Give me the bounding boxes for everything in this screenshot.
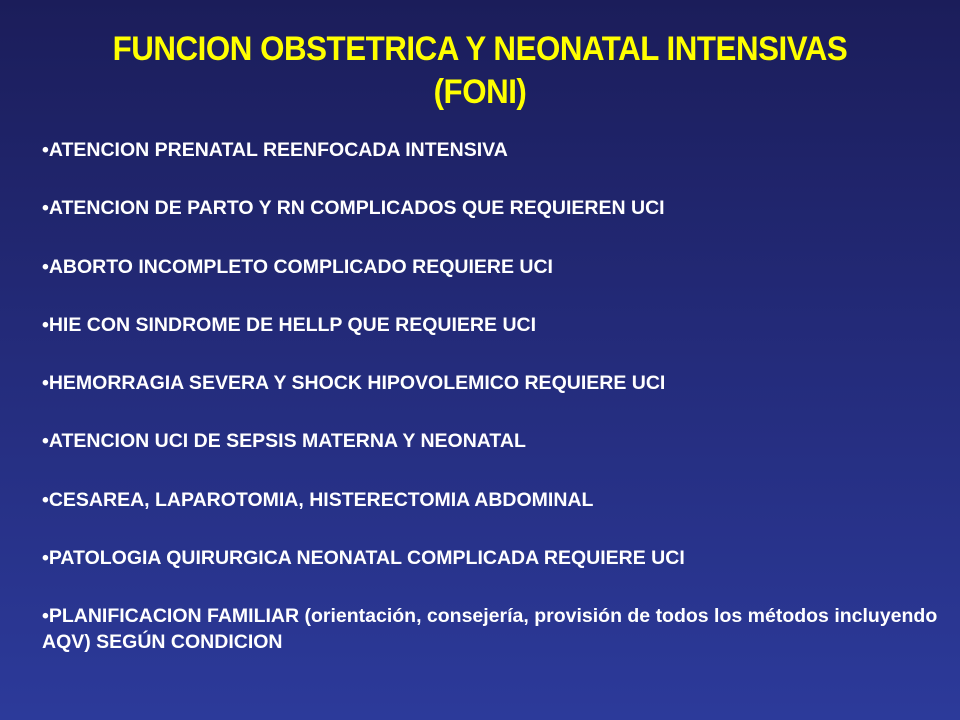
bullet-item [42,137,942,163]
bullet-item [42,487,942,513]
bullet-dot-icon: • [42,547,49,570]
bullet-dot-icon: • [42,488,49,511]
bullet-dot-icon: • [42,139,49,161]
bullet-text: HIE CON SINDROME DE HELLP QUE REQUIERE UCI [48,313,537,336]
slide-title [75,28,885,114]
bullet-text: ATENCION UCI DE SEPSIS MATERNA Y NEONATAL [48,430,526,453]
bullet-list [42,137,942,655]
bullet-dot-icon: • [42,197,49,220]
bullet-dot-icon: • [42,605,49,628]
bullet-dot-icon: • [42,313,49,336]
bullet-dot-icon: • [42,372,49,395]
bullet-item [42,428,942,454]
bullet-text: PLANIFICACION FAMILIAR (orientación, consejería, provisión de todos los métodos incluyendo AQV) SEGÚN CONDICION [42,605,938,654]
slide-title-line-2: (FONI) [433,73,527,111]
bullet-item [42,603,942,655]
bullet-item [42,254,942,280]
bullet-dot-icon: • [42,255,49,278]
bullet-text: CESAREA, LAPAROTOMIA, HISTERECTOMIA ABDOMINAL [48,488,594,511]
bullet-dot-icon: • [42,430,49,453]
bullet-item [42,312,942,338]
bullet-text: ATENCION DE PARTO Y RN COMPLICADOS QUE REQUIEREN UCI [48,197,665,220]
bullet-item [42,370,942,396]
bullet-item [42,195,942,221]
slide-title-line-1: FUNCION OBSTETRICA Y NEONATAL INTENSIVAS [112,30,848,68]
bullet-text: ATENCION PRENATAL REENFOCADA INTENSIVA [48,139,508,161]
bullet-item [42,545,942,571]
bullet-text: HEMORRAGIA SEVERA Y SHOCK HIPOVOLEMICO REQUIERE UCI [48,372,666,395]
bullet-text: PATOLOGIA QUIRURGICA NEONATAL COMPLICADA REQUIERE UCI [48,547,685,570]
bullet-text: ABORTO INCOMPLETO COMPLICADO REQUIERE UCI [48,255,553,278]
